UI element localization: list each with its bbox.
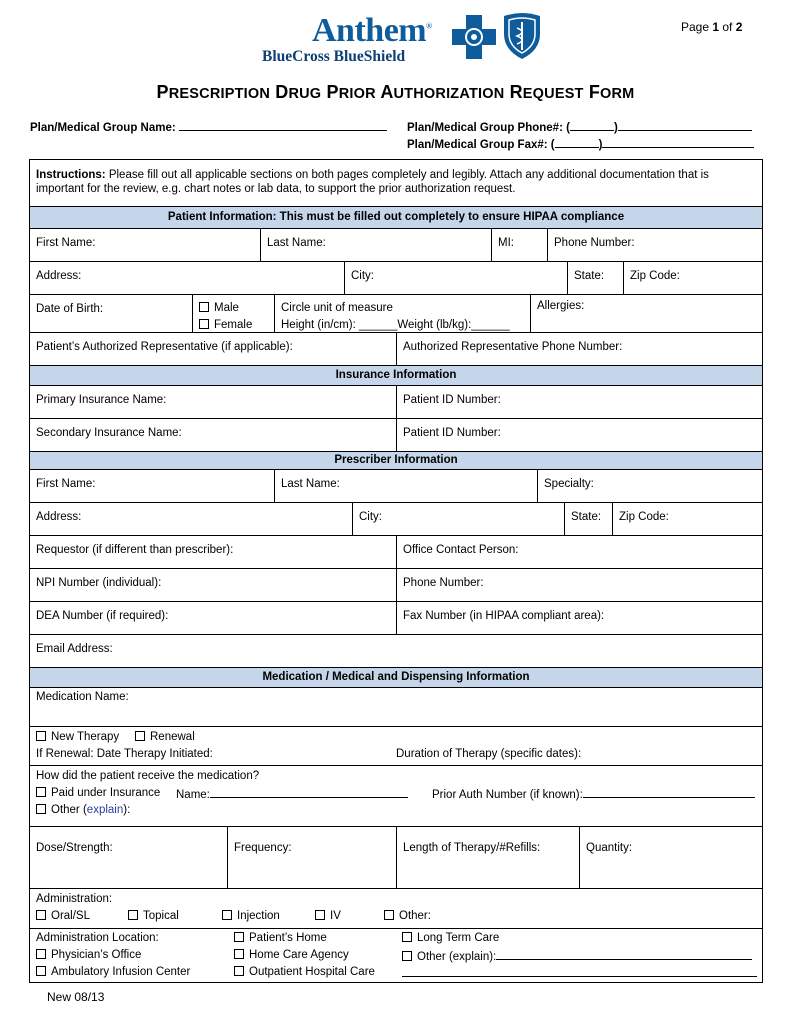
topical-checkbox[interactable]: Topical [128, 910, 179, 922]
new-therapy-checkbox[interactable]: New Therapy [36, 731, 119, 743]
home-care-agency-checkbox[interactable]: Home Care Agency [234, 949, 349, 961]
long-term-care-checkbox[interactable]: Long Term Care [402, 932, 499, 944]
requestor-field[interactable]: Requestor (if different than prescriber): [36, 544, 234, 556]
prescriber-info-header: Prescriber Information [30, 451, 762, 469]
logo-bcbs-text: BlueCross BlueShield [262, 48, 406, 65]
administration-location-row [30, 928, 762, 983]
prescriber-npi-row [30, 568, 762, 601]
patient-dob-row [30, 294, 762, 332]
prescriber-city-field[interactable]: City: [352, 503, 564, 535]
prescriber-name-row [30, 469, 762, 502]
instructions-row: Instructions: Please fill out all applicable sections on both pages completely and legibly. Attach any additional documentation that is important for the review, e.g. chart notes or lab data, to support the prior authorization request. [36, 169, 709, 195]
paid-under-insurance-checkbox[interactable]: Paid under Insurance [36, 787, 160, 799]
patient-address-row [30, 261, 762, 294]
patient-sex-field [192, 295, 274, 332]
office-contact-field[interactable]: Office Contact Person: [396, 536, 762, 568]
patient-city-field[interactable]: City: [344, 262, 567, 294]
email-field[interactable]: Email Address: [36, 643, 113, 655]
logo-anthem-text: Anthem® [312, 12, 432, 49]
prescriber-phone-field[interactable]: Phone Number: [396, 569, 762, 601]
prescriber-specialty-field[interactable]: Specialty: [537, 470, 762, 502]
blue-cross-icon [452, 15, 496, 59]
dose-row [30, 826, 762, 888]
insurance-info-header: Insurance Information [30, 365, 762, 385]
length-of-therapy-field[interactable]: Length of Therapy/#Refills: [396, 827, 579, 888]
prescriber-state-field[interactable]: State: [564, 503, 612, 535]
patient-dob-field[interactable]: Date of Birth: [36, 303, 104, 315]
prior-auth-form [29, 159, 763, 983]
patient-measure-field[interactable]: Circle unit of measure Height (in/cm): ______Weight (lb/kg):______ [274, 295, 530, 332]
primary-insurance-field[interactable]: Primary Insurance Name: [36, 394, 167, 406]
form-title: PRESCRIPTION DRUG PRIOR AUTHORIZATION REQUEST FORM [156, 82, 635, 102]
npi-field[interactable]: NPI Number (individual): [36, 577, 162, 589]
date-therapy-initiated-field[interactable]: If Renewal: Date Therapy Initiated: [36, 748, 213, 760]
patient-address-field[interactable]: Address: [36, 270, 82, 282]
outpatient-hospital-checkbox[interactable]: Outpatient Hospital Care [234, 966, 375, 978]
blue-shield-icon [502, 12, 542, 60]
secondary-patient-id-field[interactable]: Patient ID Number: [396, 419, 762, 451]
injection-checkbox[interactable]: Injection [222, 910, 280, 922]
insurance-name-field[interactable]: Name: [176, 787, 408, 801]
physicians-office-checkbox[interactable]: Physician’s Office [36, 949, 141, 961]
prescriber-zip-field[interactable]: Zip Code: [612, 503, 762, 535]
frequency-field[interactable]: Frequency: [227, 827, 396, 888]
administration-label: Administration: [36, 893, 113, 905]
medication-received-row [30, 765, 762, 826]
prescriber-last-name-field[interactable]: Last Name: [274, 470, 537, 502]
female-checkbox[interactable]: Female [199, 317, 268, 334]
patients-home-checkbox[interactable]: Patient’s Home [234, 932, 327, 944]
administration-location-label: Administration Location: [36, 932, 159, 944]
dea-field[interactable]: DEA Number (if required): [36, 610, 169, 622]
medication-name-field[interactable]: Medication Name: [36, 691, 129, 703]
medication-info-header: Medication / Medical and Dispensing Information [30, 667, 762, 687]
administration-row [30, 888, 762, 928]
therapy-type-row [30, 726, 762, 765]
how-received-label: How did the patient receive the medication? [36, 770, 260, 782]
renewal-checkbox[interactable]: Renewal [135, 731, 195, 743]
plan-fax-field[interactable]: Plan/Medical Group Fax#: ( ) [407, 137, 754, 151]
medication-name-row [30, 687, 762, 726]
page-number: Page 1 of 2 [681, 20, 743, 34]
anthem-logo [262, 12, 542, 68]
prescriber-requestor-row [30, 535, 762, 568]
ambulatory-infusion-checkbox[interactable]: Ambulatory Infusion Center [36, 966, 190, 978]
secondary-insurance-field[interactable]: Secondary Insurance Name: [36, 427, 182, 439]
duration-of-therapy-field[interactable]: Duration of Therapy (specific dates): [396, 748, 582, 760]
patient-state-field[interactable]: State: [567, 262, 623, 294]
patient-allergies-field[interactable]: Allergies: [530, 295, 762, 332]
patient-zip-field[interactable]: Zip Code: [623, 262, 762, 294]
administration-other-checkbox[interactable]: Other: [384, 910, 431, 922]
prescriber-first-name-field[interactable]: First Name: [36, 478, 96, 490]
iv-checkbox[interactable]: IV [315, 910, 341, 922]
location-other-checkbox[interactable]: Other (explain): [402, 949, 752, 963]
patient-first-name-field[interactable]: First Name: [36, 237, 96, 249]
patient-name-row [30, 228, 762, 261]
plan-phone-field[interactable]: Plan/Medical Group Phone#: ( ) [407, 120, 752, 134]
patient-last-name-field[interactable]: Last Name: [260, 229, 491, 261]
form-version: New 08/13 [47, 990, 105, 1004]
plan-name-field[interactable]: Plan/Medical Group Name: [30, 120, 387, 134]
male-checkbox[interactable]: Male [199, 300, 268, 317]
prescriber-fax-field[interactable]: Fax Number (in HIPAA compliant area): [396, 602, 762, 634]
patient-rep-row [30, 332, 762, 365]
prescriber-dea-row [30, 601, 762, 634]
quantity-field[interactable]: Quantity: [579, 827, 762, 888]
oral-sl-checkbox[interactable]: Oral/SL [36, 910, 90, 922]
primary-patient-id-field[interactable]: Patient ID Number: [396, 386, 762, 418]
patient-mi-field[interactable]: MI: [491, 229, 547, 261]
primary-insurance-row [30, 385, 762, 418]
prescriber-email-row [30, 634, 762, 667]
secondary-insurance-row [30, 418, 762, 451]
location-other-line[interactable] [402, 966, 757, 980]
prescriber-address-row [30, 502, 762, 535]
authorized-rep-field[interactable]: Patient’s Authorized Representative (if applicable): [36, 341, 293, 353]
dose-strength-field[interactable]: Dose/Strength: [36, 842, 113, 854]
patient-info-header: Patient Information: This must be filled out completely to ensure HIPAA compliance [30, 206, 762, 228]
authorized-rep-phone-field[interactable]: Authorized Representative Phone Number: [396, 333, 762, 365]
prescriber-address-field[interactable]: Address: [36, 511, 82, 523]
patient-phone-field[interactable]: Phone Number: [547, 229, 762, 261]
other-explain-checkbox[interactable]: Other (explain): [36, 804, 130, 816]
prior-auth-number-field[interactable]: Prior Auth Number (if known): [432, 787, 755, 801]
